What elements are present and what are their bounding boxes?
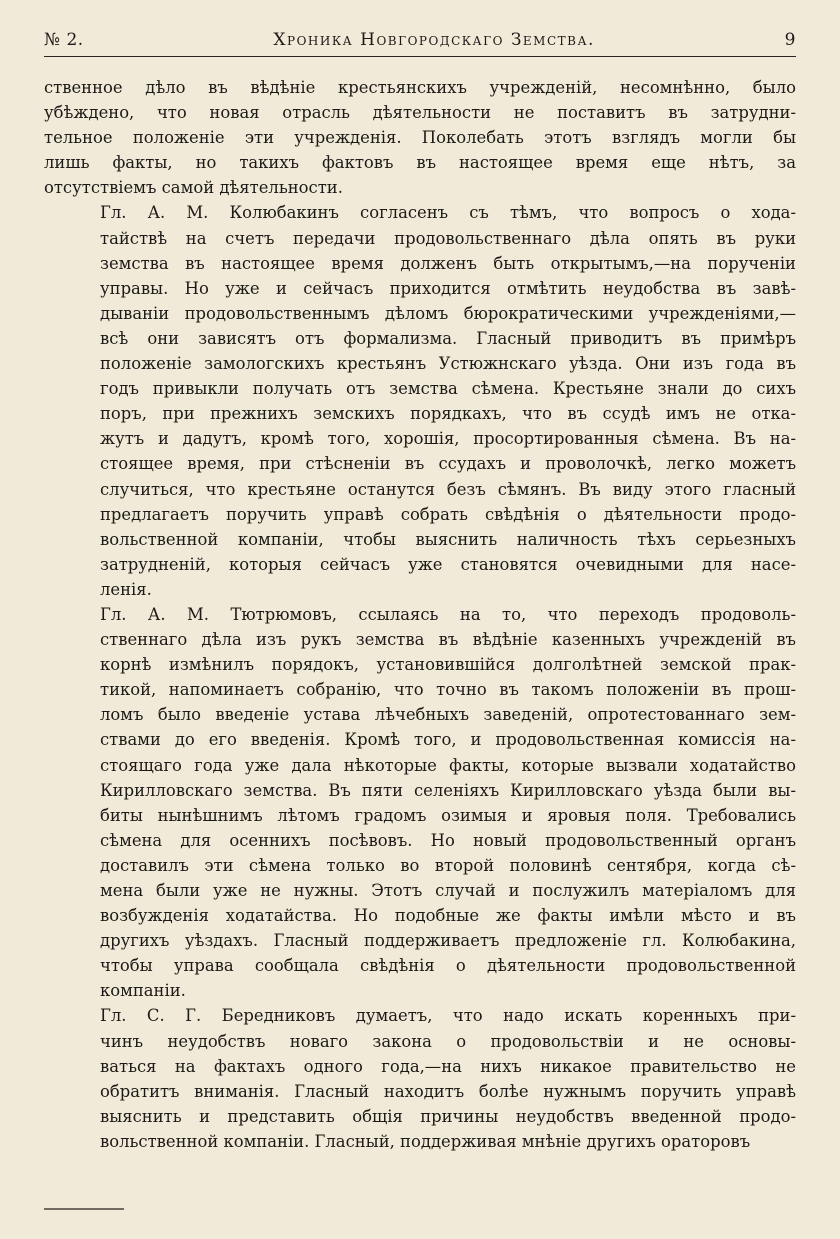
text-line: поръ, при прежнихъ земскихъ порядкахъ, что въ ссудѣ имъ не отка- bbox=[100, 404, 796, 424]
journal-title: Хроника Новгородскаго Земства. bbox=[273, 30, 595, 50]
text-line: положеніе замологскихъ крестьянъ Устюжнскаго уѣзда. Они изъ года въ bbox=[100, 354, 796, 374]
footer-rule bbox=[44, 1208, 124, 1210]
text-line: лишь факты, но такихъ фактовъ въ настоящее время еще нѣтъ, за bbox=[44, 153, 796, 173]
text-line: жутъ и дадутъ, кромѣ того, хорошія, просортированныя сѣмена. Въ на- bbox=[100, 429, 796, 449]
text-line: доставилъ эти сѣмена только во второй половинѣ сентября, когда сѣ- bbox=[100, 855, 796, 875]
text-line: тельное положеніе эти учрежденія. Поколебать этотъ взглядъ могли бы bbox=[44, 128, 796, 148]
text-line: случиться, что крестьяне останутся безъ сѣмянъ. Въ виду этого гласный bbox=[100, 479, 796, 499]
text-line: всѣ они зависятъ отъ формализма. Гласный приводитъ въ примѣръ bbox=[100, 328, 796, 348]
text-line: сѣмена для осеннихъ посѣвовъ. Но новый продовольственный органъ bbox=[100, 830, 796, 850]
text-line: тикой, напоминаетъ собранію, что точно въ такомъ положеніи въ прош- bbox=[100, 680, 796, 700]
text-line: стоящее время, при стѣсненіи въ ссудахъ и проволочкѣ, легко можетъ bbox=[100, 454, 796, 474]
text-line: предлагаетъ поручить управѣ собрать свѣдѣнія о дѣятельности продо- bbox=[100, 504, 796, 524]
text-line: тайствѣ на счетъ передачи продовольственнаго дѣла опять въ руки bbox=[100, 228, 796, 248]
text-line: дываніи продовольственнымъ дѣломъ бюрократическими учрежденіями,— bbox=[100, 303, 796, 323]
text-line: ственное дѣло въ вѣдѣніе крестьянскихъ учрежденій, несомнѣнно, было bbox=[44, 78, 796, 97]
text-line: убѣждено, что новая отрасль дѣятельности не поставитъ въ затрудни- bbox=[44, 103, 796, 123]
paragraph bbox=[44, 75, 796, 200]
text-line: биты нынѣшнимъ лѣтомъ градомъ озимыя и яровыя поля. Требовались bbox=[100, 805, 796, 825]
text-line: ствами до его введенія. Кромѣ того, и продовольственная комиссія на- bbox=[100, 730, 796, 750]
text-line: земства въ настоящее время долженъ быть открытымъ,—на порученіи bbox=[100, 253, 796, 273]
text-line: годъ привыкли получать отъ земства сѣмена. Крестьяне знали до сихъ bbox=[100, 379, 796, 399]
text-line: стоящаго года уже дала нѣкоторые факты, которые вызвали ходатайство bbox=[100, 755, 796, 775]
text-line: Кирилловскаго земства. Въ пяти селеніяхъ Кирилловскаго уѣзда были вы- bbox=[100, 780, 796, 800]
text-line: ственнаго дѣла изъ рукъ земства въ вѣдѣніе казенныхъ учрежденій въ bbox=[100, 630, 796, 650]
page-number: 9 bbox=[784, 30, 796, 50]
text-line: ваться на фактахъ одного года,—на нихъ никакое правительство не bbox=[100, 1056, 796, 1076]
text-line: мена были уже не нужны. Этотъ случай и послужилъ матеріаломъ для bbox=[100, 881, 796, 900]
text-line: возбужденія ходатайства. Но подобные же факты имѣли мѣсто и въ bbox=[100, 906, 796, 926]
text-line: вольственной компаніи, чтобы выяснить наличность тѣхъ серьезныхъ bbox=[100, 529, 796, 549]
text-line: Гл. А. М. Тютрюмовъ, ссылаясь на то, что переходъ продоволь- bbox=[100, 604, 796, 624]
text-line: обратитъ вниманія. Гласный находитъ болѣе нужнымъ поручить управѣ bbox=[100, 1081, 796, 1101]
running-header bbox=[44, 30, 796, 57]
text-line: другихъ уѣздахъ. Гласный поддерживаетъ предложеніе гл. Колюбакина, bbox=[100, 931, 796, 951]
body-text bbox=[44, 75, 796, 1154]
text-line: корнѣ измѣнилъ порядокъ, установившійся долголѣтней земской прак- bbox=[100, 655, 796, 675]
book-page bbox=[44, 30, 796, 1154]
text-line: чтобы управа сообщала свѣдѣнія о дѣятельности продовольственной bbox=[100, 956, 796, 976]
text-line: ленія. bbox=[100, 579, 152, 599]
text-line: затрудненій, которыя сейчасъ уже становятся очевидными для насе- bbox=[100, 554, 796, 574]
paragraph bbox=[44, 602, 796, 1004]
text-line: отсутствіемъ самой дѣятельности. bbox=[44, 178, 343, 198]
text-line: ломъ было введеніе устава лѣчебныхъ заведеній, опротестованнаго зем- bbox=[100, 705, 796, 725]
text-line: компаніи. bbox=[100, 981, 186, 1001]
text-line: выяснить и представить общія причины неудобствъ введенной продо- bbox=[100, 1106, 796, 1126]
text-line: управы. Но уже и сейчасъ приходится отмѣтить неудобства въ завѣ- bbox=[100, 278, 796, 298]
text-line: Гл. А. М. Колюбакинъ согласенъ съ тѣмъ, что вопросъ о хода- bbox=[100, 203, 796, 223]
text-line: вольственной компаніи. Гласный, поддерживая мнѣніе другихъ ораторовъ bbox=[100, 1131, 751, 1151]
text-line: чинъ неудобствъ новаго закона о продовольствіи и не основы- bbox=[100, 1031, 796, 1051]
issue-number: № 2. bbox=[44, 30, 84, 50]
paragraph bbox=[44, 1003, 796, 1154]
text-line: Гл. С. Г. Бередниковъ думаетъ, что надо искать коренныхъ при- bbox=[100, 1006, 796, 1026]
paragraph bbox=[44, 200, 796, 602]
